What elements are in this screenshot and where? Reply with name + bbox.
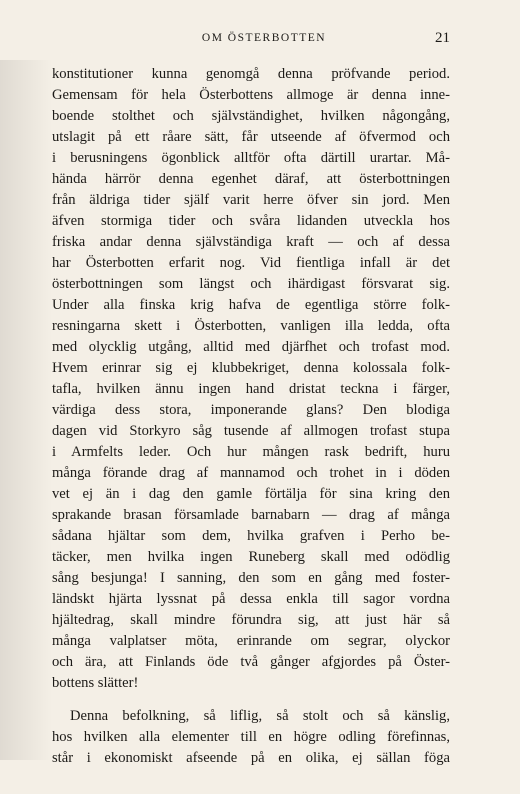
text-line: med olycklig utgång, alltid med djärfhet och trofast mod. — [52, 339, 450, 355]
text-line: i berusningens ögonblick alltför ofta därtill urartar. Må- — [52, 150, 450, 166]
text-line: sådana hjältar som dem, hvilka grafven i Perho be- — [52, 528, 450, 544]
text-line: hända härrör denna egenhet däraf, att österbottningen — [52, 171, 450, 187]
text-line: hjältedrag, skall mindre förundra sig, att just här så — [52, 612, 450, 628]
text-line: boende stolthet och självständighet, hvilken någongång, — [52, 108, 450, 124]
text-line: täcker, men hvilka ingen Runeberg skall med odödlig — [52, 549, 450, 565]
text-line: friska andar denna självständiga kraft — och af dessa — [52, 234, 450, 250]
text-line: tafla, hvilken ännu ingen hand dristat teckna i färger, — [52, 381, 450, 397]
body-text — [52, 64, 450, 769]
text-line: Under alla finska krig hafva de egentliga större folk- — [52, 297, 450, 313]
page-number: 21 — [435, 30, 450, 46]
text-line: utslagit på ett råare sätt, får utseende af öfvermod och — [52, 129, 450, 145]
text-line: äfven stormiga tider och svåra lidanden utveckla hos — [52, 213, 450, 229]
text-line: från äldriga tider själf varit herre öfver sin jord. Men — [52, 192, 450, 208]
text-line: många förande drag af mannamod och trohet in i döden — [52, 465, 450, 481]
text-line: värdiga dess stora, imponerande glans? Den blodiga — [52, 402, 450, 418]
text-line: Hvem erinrar sig ej klubbekriget, denna kolossala folk- — [52, 360, 450, 376]
text-line: och ära, att Finlands öde två gånger afgjordes på Öster- — [52, 654, 450, 670]
running-head — [78, 32, 450, 52]
text-line: ländskt hjärta lyssnat på dessa enkla till sagor vordna — [52, 591, 450, 607]
text-line: vet ej än i dag den gamle förtälja för sina kring den — [52, 486, 450, 502]
text-line: resningarna skett i Österbotten, vanligen illa ledda, ofta — [52, 318, 450, 334]
text-line: sång besjunga! I sanning, den som en gång med foster- — [52, 570, 450, 586]
text-line: sprakande brasan församlade barnabarn — drag af många — [52, 507, 450, 523]
text-line: bottens slätter! — [52, 675, 139, 691]
text-line: många valplatser möta, erinrande om segrar, olyckor — [52, 633, 450, 649]
text-line: står i ekonomiskt afseende på en olika, ej sällan föga — [52, 750, 450, 766]
text-line: hos hvilken alla elementer till en högre odling förefinnas, — [52, 729, 450, 745]
text-line: konstitutioner kunna genomgå denna pröfvande period. — [52, 66, 450, 82]
text-line: dagen vid Storkyro såg tusende af allmogen trofast stupa — [52, 423, 450, 439]
gutter-shadow — [0, 60, 52, 760]
text-line: Gemensam för hela Österbottens allmoge är denna inne- — [52, 87, 450, 103]
running-title: OM ÖSTERBOTTEN — [201, 32, 327, 44]
text-line: Denna befolkning, så liflig, så stolt och så känslig, — [70, 708, 450, 724]
text-line: österbottningen som längst och ihärdigast försvarat sig. — [52, 276, 450, 292]
text-line: i Armfelts leder. Och hur mången rask bedrift, huru — [52, 444, 450, 460]
text-line: har Österbotten erfarit nog. Vid fientliga infall är det — [52, 255, 450, 271]
